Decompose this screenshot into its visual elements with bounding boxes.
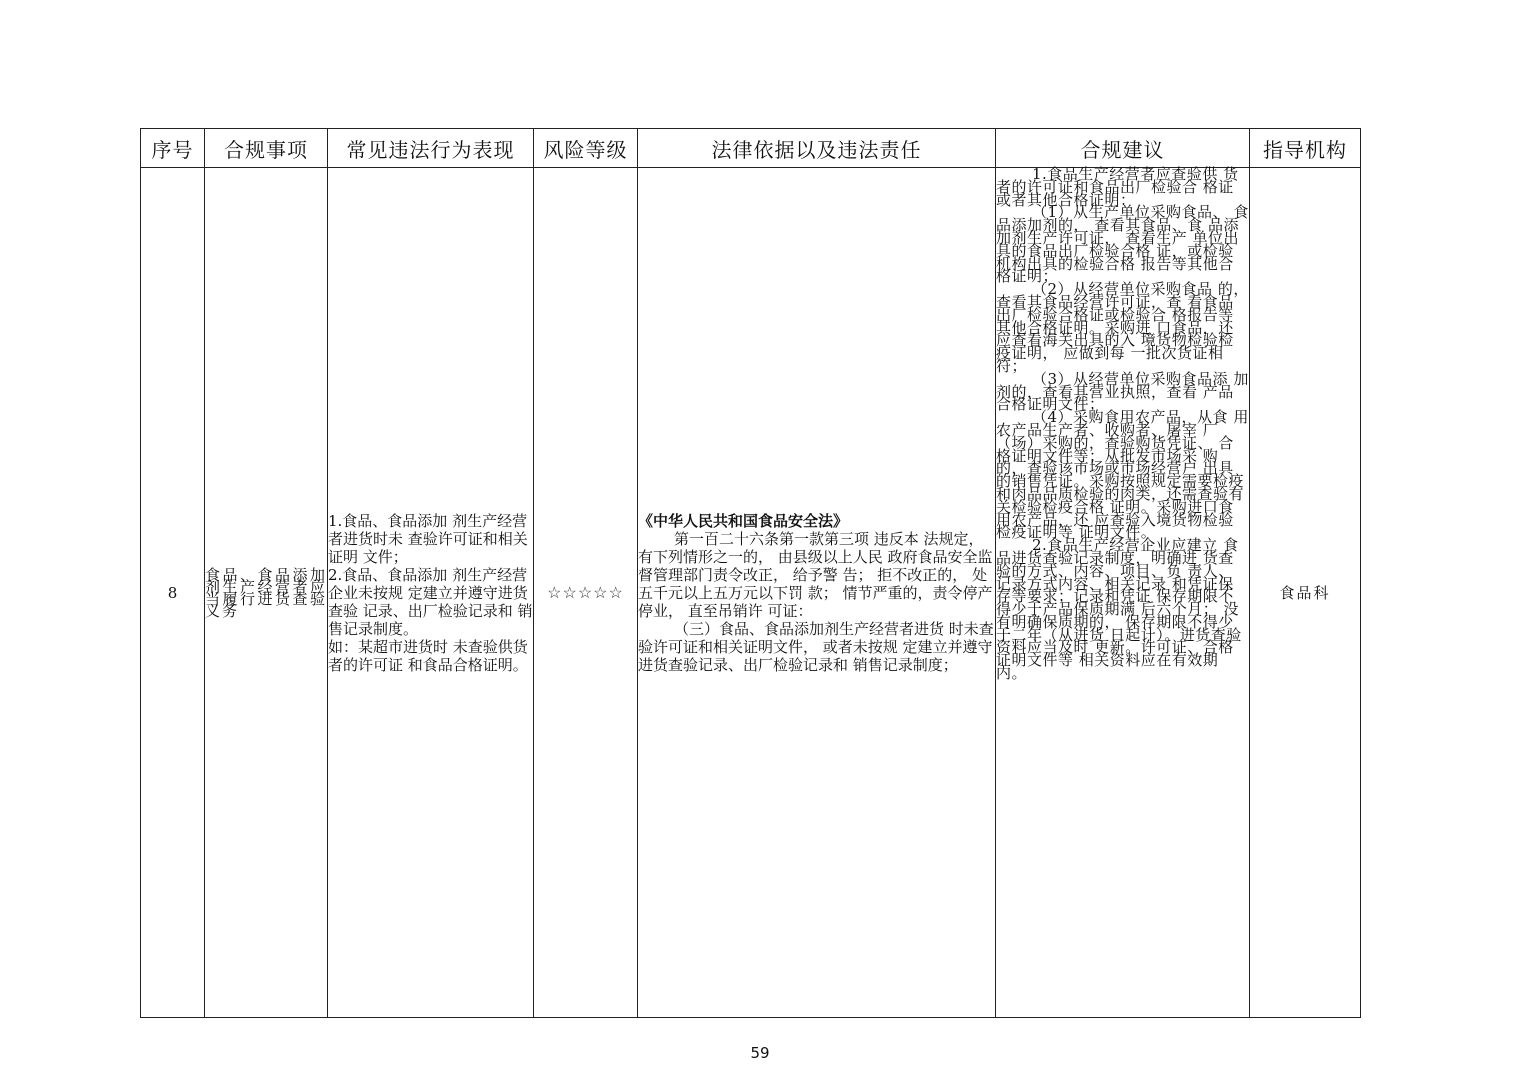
header-advice: 合规建议 (996, 129, 1250, 168)
cell-risk-stars: ☆☆☆☆☆ (534, 168, 638, 1018)
advice-paragraph: （3）从经营单位采购食品添 加剂的，查看其营业执照，查看 产品合格证明文件； (996, 369, 1249, 414)
header-item: 合规事项 (205, 129, 328, 168)
advice-paragraph: 1.食品生产经营者应查验供 货者的许可证和食品出厂检验合 格证或者其他合格证明： (996, 165, 1239, 209)
cell-behaviors (328, 168, 534, 1018)
behavior-2: 2.食品、食品添加 剂生产经营企业未按规 定建立并遵守进货查验 记录、出厂检验记录和 销售记录制度。 (328, 565, 533, 638)
cell-law (638, 168, 996, 1018)
cell-advice (996, 165, 1250, 1018)
law-paragraph: （三）食品、食品添加剂生产经营者进货 时未查验许可证和相关证明文件， 或者未按规 定建立并遵守进货查验记录、出厂检验记录和 销售记录制度； (638, 619, 994, 674)
header-row (141, 129, 1361, 168)
cell-item: 食品、食品添加剂生产经营者应当履行进货查验义务 (205, 168, 328, 1018)
law-paragraph: 第一百二十六条第一款第三项 违反本 法规定， 有下列情形之一的， 由县级以上人民 政府食品安全监督管理部门责令改正， 给予警 告； 拒不改正的， 处五千元以上五万元以下罚 款； 情节严重的，责令停产停业， 直至吊销许 可证： (638, 529, 993, 620)
advice-paragraph: 2.食品生产经营企业应建立 食品进货查验记录制度，明确进 货查验的方式、内容、项目、负 责人、记录方式内容、相关记录 和凭证保存等要求；记录和凭证 保存期限不得少于产品保质期满 后六个月； 没有明确保质期的， 保存期限不得少于二年（从进货 日起计）。进货查验资料应当及时 更新。许可证、合格证明文件等 相关资料应在有效期内。 (996, 536, 1242, 683)
law-title: 《中华人民共和国食品安全法》 (638, 511, 849, 530)
header-behavior: 常见违法行为表现 (328, 129, 534, 168)
header-law: 法律依据以及违法责任 (638, 129, 996, 168)
header-seq: 序号 (141, 129, 205, 168)
cell-seq: 8 (141, 168, 205, 1018)
advice-paragraph: （4）采购食用农产品，从食 用农产品生产者、收购者、屠宰 厂（场）采购的，查验购货凭证、 合格证明文件等；从批发市场采 购的，查验该市场或市场经营户 出具的销售凭证。采购按照规定需要检疫和肉品品质检验的肉类，还需查验有关检验检疫合格 证明。采购进口食用农产品，还 应查验入境货物检验检疫证明等 证明文件。 (996, 408, 1249, 542)
table-row (141, 168, 1361, 1018)
cell-org: 食品科 (1250, 168, 1361, 1018)
advice-paragraph: （2）从经营单位采购食品 的，查看其食品经营许可证，查 看食品出厂检验合格证或检验合 格报告等其他合格证明。采购进 口食品，还应查看海关出具的入 境货物检验检疫证明， 应做到每 一批次货证相符； (996, 280, 1249, 375)
behavior-1: 1.食品、食品添加 剂生产经营者进货时未 查验许可证和相关证明 文件； (328, 511, 528, 566)
header-org: 指导机构 (1250, 129, 1361, 168)
compliance-table (140, 128, 1361, 1018)
behavior-example: 如：某超市进货时 未查验供货者的许可证 和食品合格证明。 (328, 637, 528, 674)
advice-paragraph: （1）从生产单位采购食品、 食品添加剂的， 查看其食品、食 品添加剂生产许可证， 查看生产 单位出具的食品出厂检验合格 证，或检验机构出具的检验合格 报告等其他合格证明； (996, 203, 1249, 286)
page-number: 59 (750, 1044, 770, 1062)
header-risk: 风险等级 (534, 129, 638, 168)
